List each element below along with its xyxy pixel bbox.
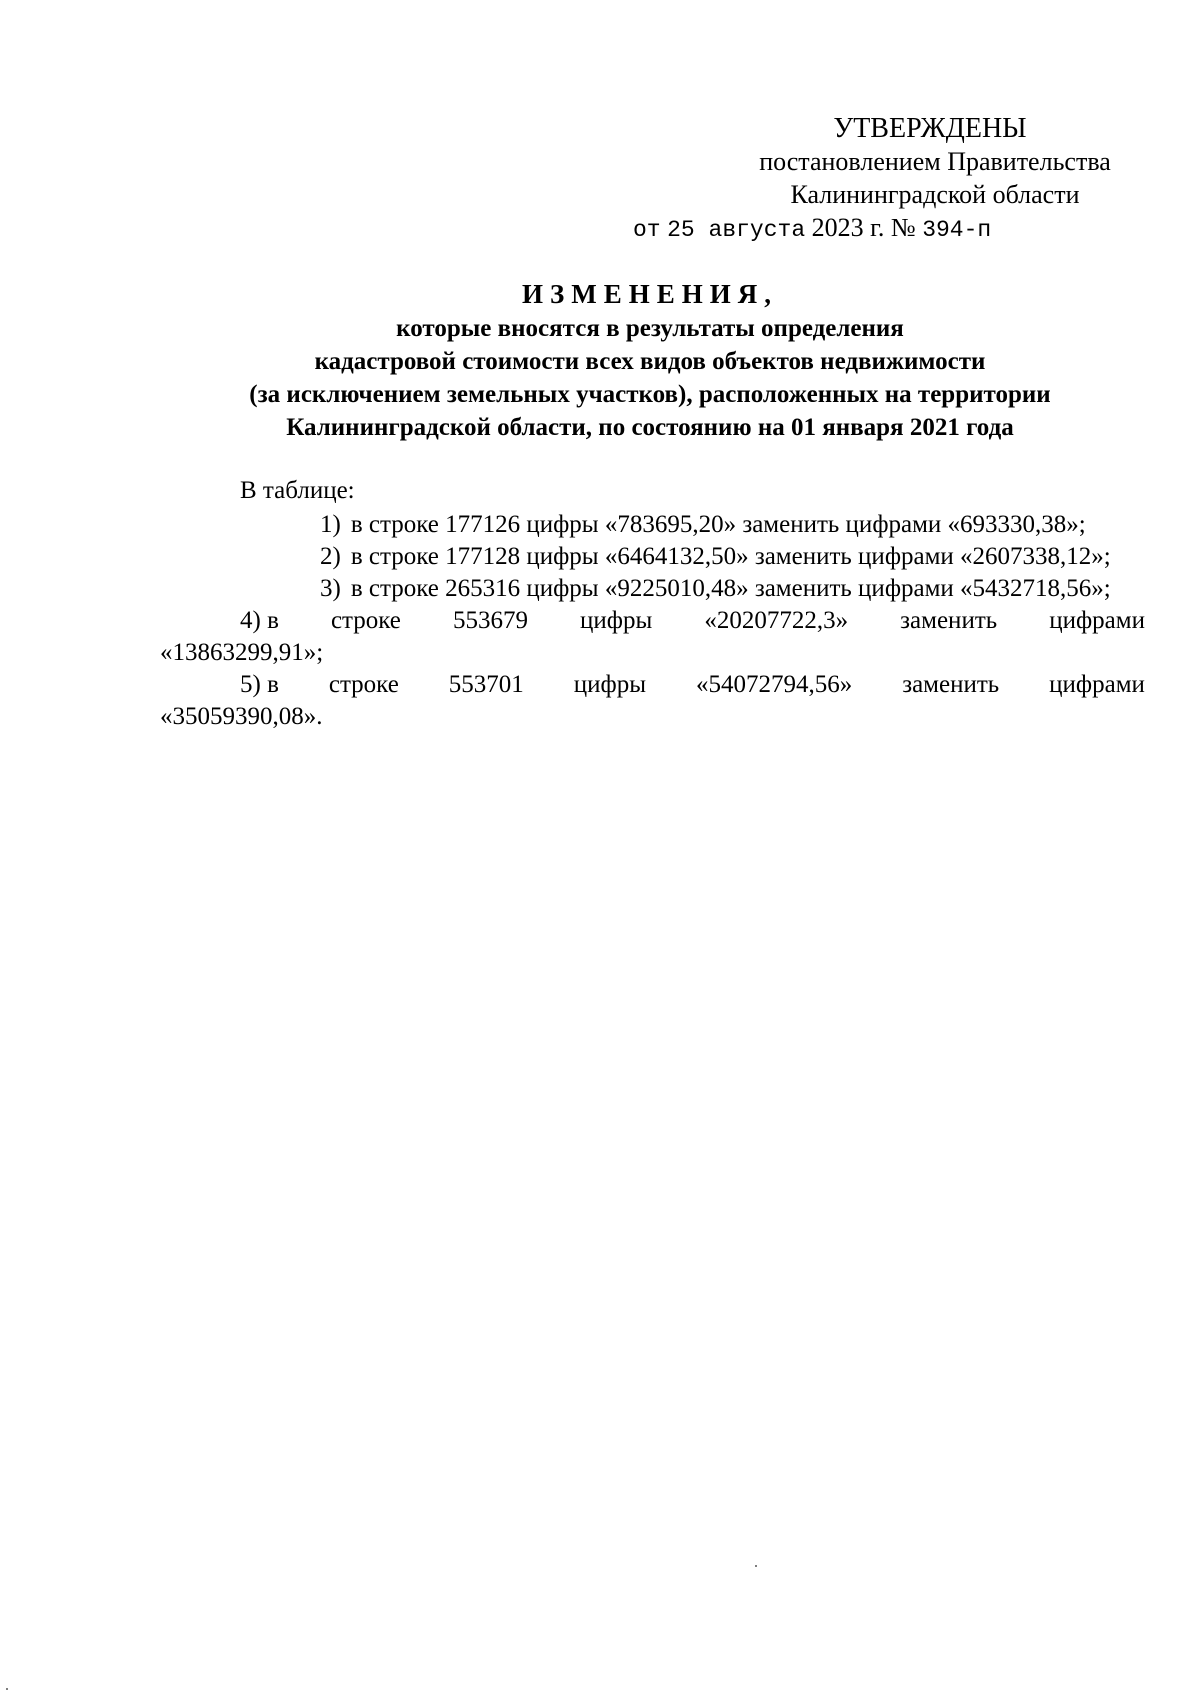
item-text: в строке 265316 цифры «9225010,48» заменить цифрами «5432718,56»;	[350, 575, 1111, 602]
list-item	[160, 509, 1145, 541]
scan-speck	[6, 1688, 8, 1690]
item-word: строке	[330, 607, 401, 634]
list-item	[160, 605, 1145, 669]
approved-label: УТВЕРЖДЕНЫ	[833, 113, 1027, 144]
item-text: в строке 177128 цифры «6464132,50» заменить цифрами «2607338,12»;	[350, 543, 1111, 570]
item-word: цифры	[573, 671, 647, 698]
item-word: «54072794,56»	[695, 671, 853, 698]
approval-stamp	[633, 112, 1170, 247]
item-word: цифрами	[1049, 607, 1145, 634]
document-title	[150, 276, 1150, 444]
title-line-2: кадастровой стоимости всех видов объектов недвижимости	[314, 348, 986, 375]
scan-speck	[755, 1565, 757, 1567]
item-word: строке	[328, 671, 399, 698]
list-item	[160, 541, 1145, 573]
item-word: цифрами	[1049, 671, 1145, 698]
title-line-4: Калининградской области, по состоянию на 01 января 2021 года	[286, 414, 1014, 441]
date-value: 25 августа	[667, 217, 806, 243]
item-word: 553679	[452, 607, 528, 634]
approval-line-2: Калининградской области	[790, 180, 1080, 209]
item-word: «20207722,3»	[704, 607, 849, 634]
item-number: 3)	[320, 575, 341, 602]
item-5-first-line	[160, 669, 1145, 701]
item-word: заменить	[900, 607, 998, 634]
item-continuation: «13863299,91»;	[160, 639, 324, 666]
list-item	[160, 573, 1145, 605]
document-number: 394-п	[922, 217, 992, 243]
body-intro: В таблице:	[240, 477, 355, 504]
title-heading: ИЗМЕНЕНИЯ,	[521, 279, 778, 309]
number-sign: №	[890, 213, 916, 242]
item-text: в строке 177126 цифры «783695,20» заменить цифрами «693330,38»;	[350, 511, 1086, 538]
list-item	[160, 669, 1145, 733]
document-body	[160, 475, 1145, 733]
item-word: 5) в	[240, 671, 279, 698]
date-prefix: от	[633, 217, 661, 243]
item-word: 553701	[448, 671, 524, 698]
item-number: 1)	[320, 511, 341, 538]
date-year: 2023 г.	[811, 213, 885, 242]
item-word: цифры	[580, 607, 653, 634]
title-line-3: (за исключением земельных участков), расположенных на территории	[249, 381, 1051, 408]
item-word: заменить	[902, 671, 1000, 698]
item-word: 4) в	[240, 607, 279, 634]
item-number: 2)	[320, 543, 341, 570]
item-continuation: «35059390,08».	[160, 703, 323, 730]
title-line-1: которые вносятся в результаты определения	[396, 315, 904, 342]
approval-line-1: постановлением Правительства	[759, 147, 1111, 176]
approval-date-line	[633, 211, 1170, 247]
item-4-first-line	[160, 605, 1145, 637]
